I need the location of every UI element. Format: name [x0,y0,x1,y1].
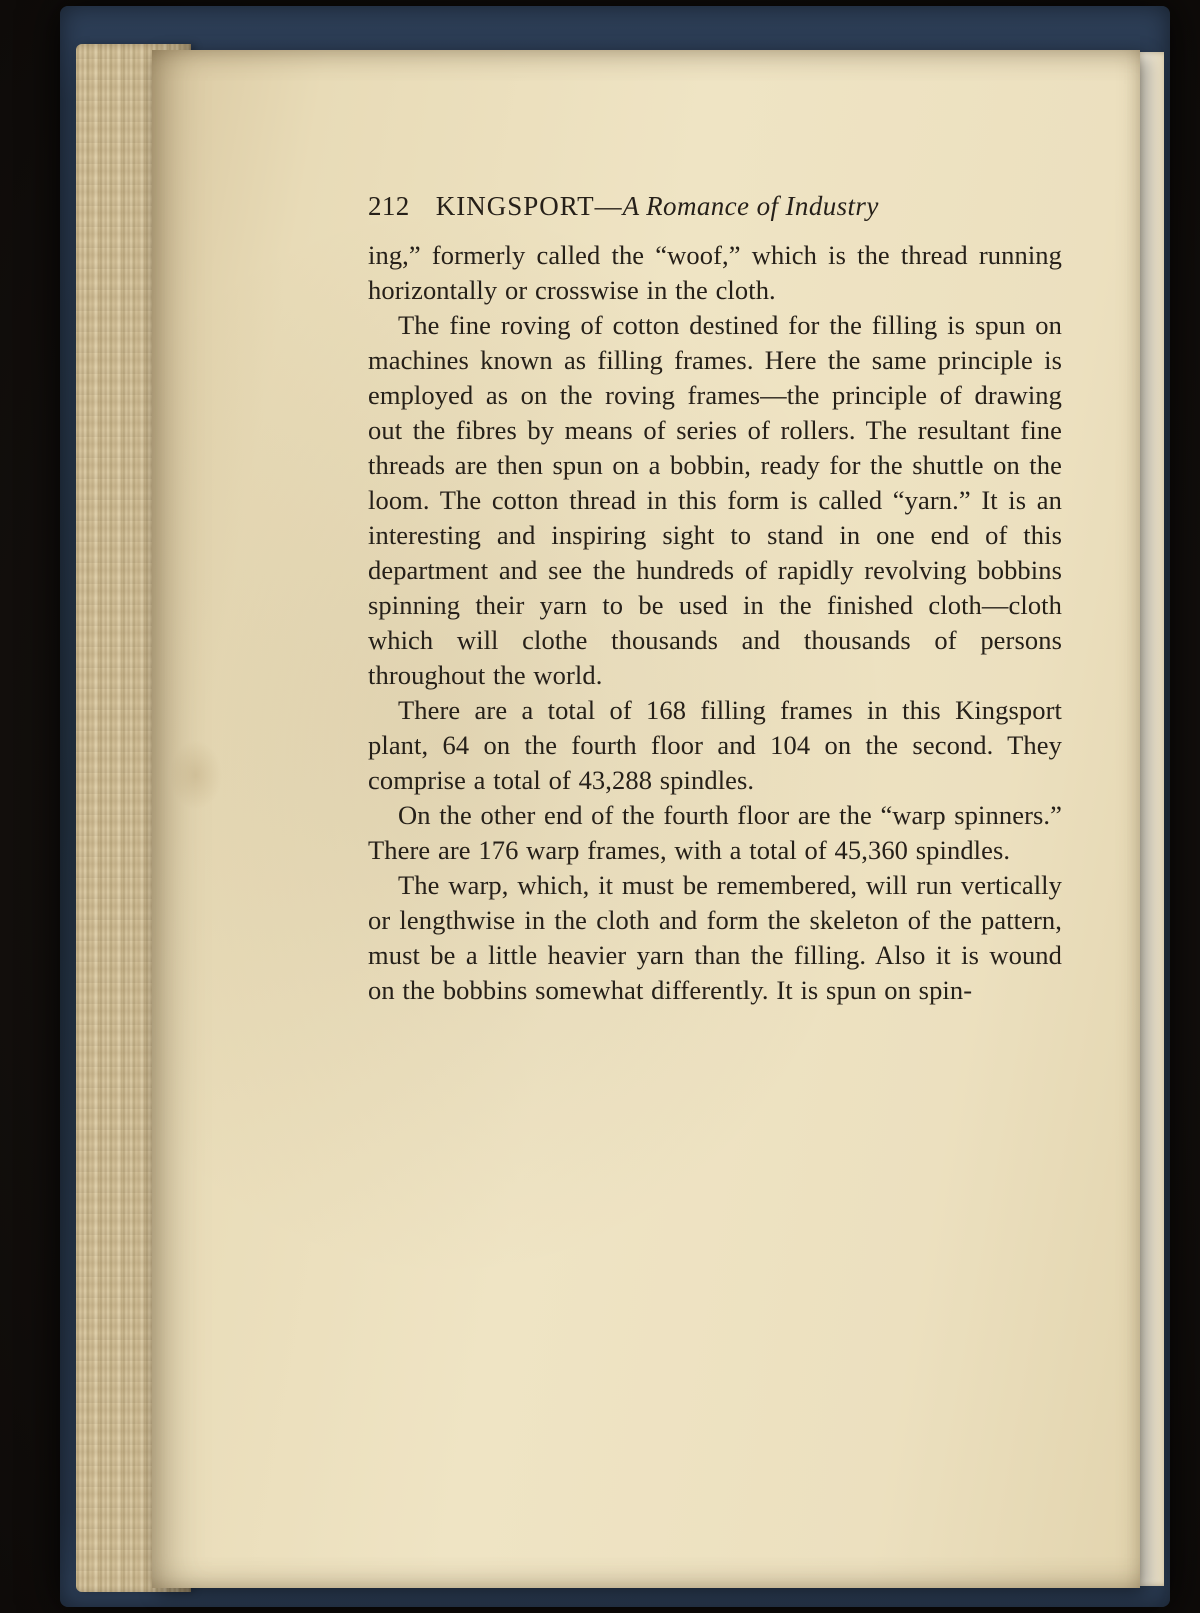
header-subtitle: A Romance of Industry [622,191,879,221]
paragraph: The warp, which, it must be remembered, will run vertically or lengthwise in the cloth and form the skeleton of the pattern, must be a little heavier yarn than the filling. Also it is wound on the bobbins somewhat differently. It is spun on spin- [368,870,1062,1005]
header-title: KINGSPORT— [435,191,623,221]
paragraph: ing,” formerly called the “woof,” which is the thread running horizontally or crosswise in the cloth. [368,240,1062,305]
page-number: 212 [368,191,410,221]
running-header [368,188,1062,224]
page-stain [170,740,222,810]
paragraph: There are a total of 168 filling frames in this Kingsport plant, 64 on the fourth floor and 104 on the second. They comprise a total of 43,288 spindles. [368,695,1062,795]
page-text-block [368,188,1062,1008]
page-text [368,238,1062,1008]
paragraph: On the other end of the fourth floor are the “warp spinners.” There are 176 warp frames, with a total of 45,360 spindles. [368,800,1062,865]
paragraph: The fine roving of cotton destined for the filling is spun on machines known as filling frames. Here the same principle is employed as on the roving frames—the principle of drawing out the fibres by means of series of rollers. The resultant fine threads are then spun on a bobbin, ready for the shuttle on the loom. The cotton thread in this form is called “yarn.” It is an interesting and inspiring sight to stand in one end of this department and see the hundreds of rapidly revolving bobbins spinning their yarn to be used in the finished cloth—cloth which will clothe thousands and thousands of persons throughout the world. [368,310,1062,690]
book-page [152,50,1140,1588]
